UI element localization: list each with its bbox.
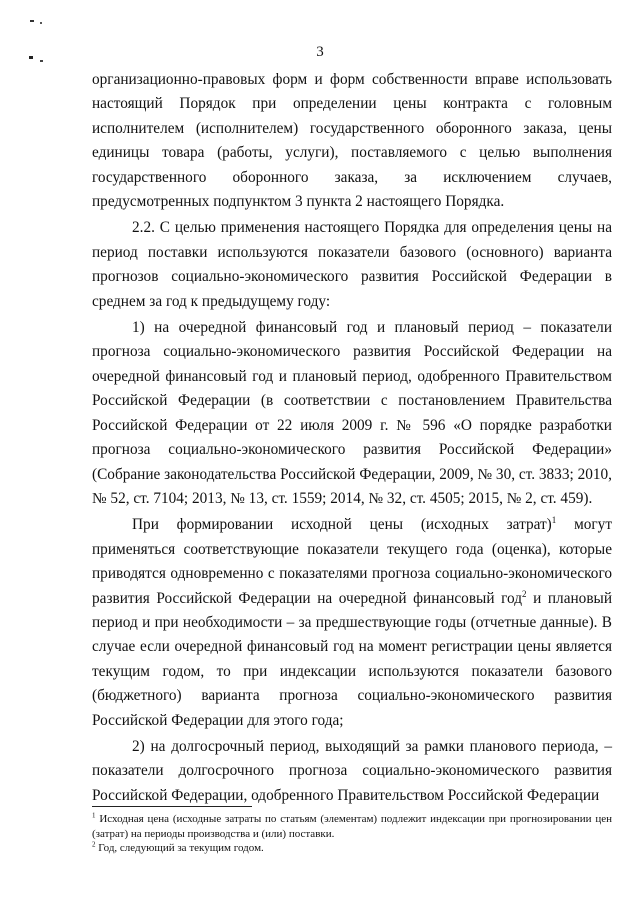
footnote-2-text: Год, следующий за текущим годом. <box>95 842 264 854</box>
footnote-1-text: Исходная цена (исходные затраты по статьям (элементам) подлежит индексации при прогнозировании цен (затрат) на периоды производства и (или) поставки. <box>92 813 612 840</box>
paragraph-5: 2) на долгосрочный период, выходящий за рамки планового периода, – показатели долгосрочного прогноза социально-экономического развития Российской Федерации, одобренного Правительством Российской Федерации <box>92 737 612 804</box>
paragraph-2: 2.2. С целью применения настоящего Порядка для определения цены на период поставки используются показатели базового (основного) варианта прогнозов социально-экономического развития Российской Федерации в среднем за год к предыдущему году: <box>92 219 612 310</box>
footnote-divider <box>92 806 252 807</box>
footnote-2 <box>92 841 612 856</box>
footnote-2-mark: 2 <box>92 840 96 849</box>
paragraph-4-part-a: При формировании исходной цены (исходных затрат) <box>132 516 552 534</box>
footnote-ref-2: 2 <box>522 588 527 599</box>
footnote-ref-1: 1 <box>551 515 557 526</box>
footnotes <box>92 812 612 856</box>
paragraph-4 <box>92 513 612 733</box>
footnote-1-mark: 1 <box>92 811 96 820</box>
body-text <box>92 68 612 808</box>
page-number: 3 <box>316 44 324 60</box>
paragraph-4-part-c: и плановый период и при необходимости – за предшествующие годы (отчетные данные). В случае если очередной финансовый год на момент регистрации цены является текущим годом, то при индексации используются показатели базового (бюджетного) варианта прогноза социально-экономического развития Российской Федерации для этого года; <box>92 589 613 729</box>
paragraph-4-part-b: могут применяться соответствующие показатели текущего года (оценка), которые приводятся одновременно с показателями прогноза социально-экономического развития Российской Федерации на очередной финансовый год <box>92 516 613 607</box>
paragraph-1: организационно-правовых форм и форм собственности вправе использовать настоящий Порядок при определении цены контракта с головным исполнителем (исполнителем) государственного оборонного заказа, цены единицы товара (работы, услуги), поставляемого с целью выполнения государственного оборонного заказа, за исключением случаев, предусмотренных подпунктом 3 пункта 2 настоящего Порядка. <box>92 71 612 211</box>
footnote-1 <box>92 812 612 841</box>
paragraph-3: 1) на очередной финансовый год и плановый период – показатели прогноза социально-экономического развития Российской Федерации на очередной финансовый год и плановый период, одобренного Правительством Российской Федерации (в соответствии с постановлением Правительства Российской Федерации от 22 июля 2009 г. № 596 «О порядке разработки прогноза социально-экономического развития Российской Федерации» (Собрание законодательства Российской Федерации, 2009, № 30, ст. 3833; 2010, № 52, ст. 7104; 2013, № 13, ст. 1559; 2014, № 32, ст. 4505; 2015, № 2, ст. 459). <box>92 319 612 507</box>
